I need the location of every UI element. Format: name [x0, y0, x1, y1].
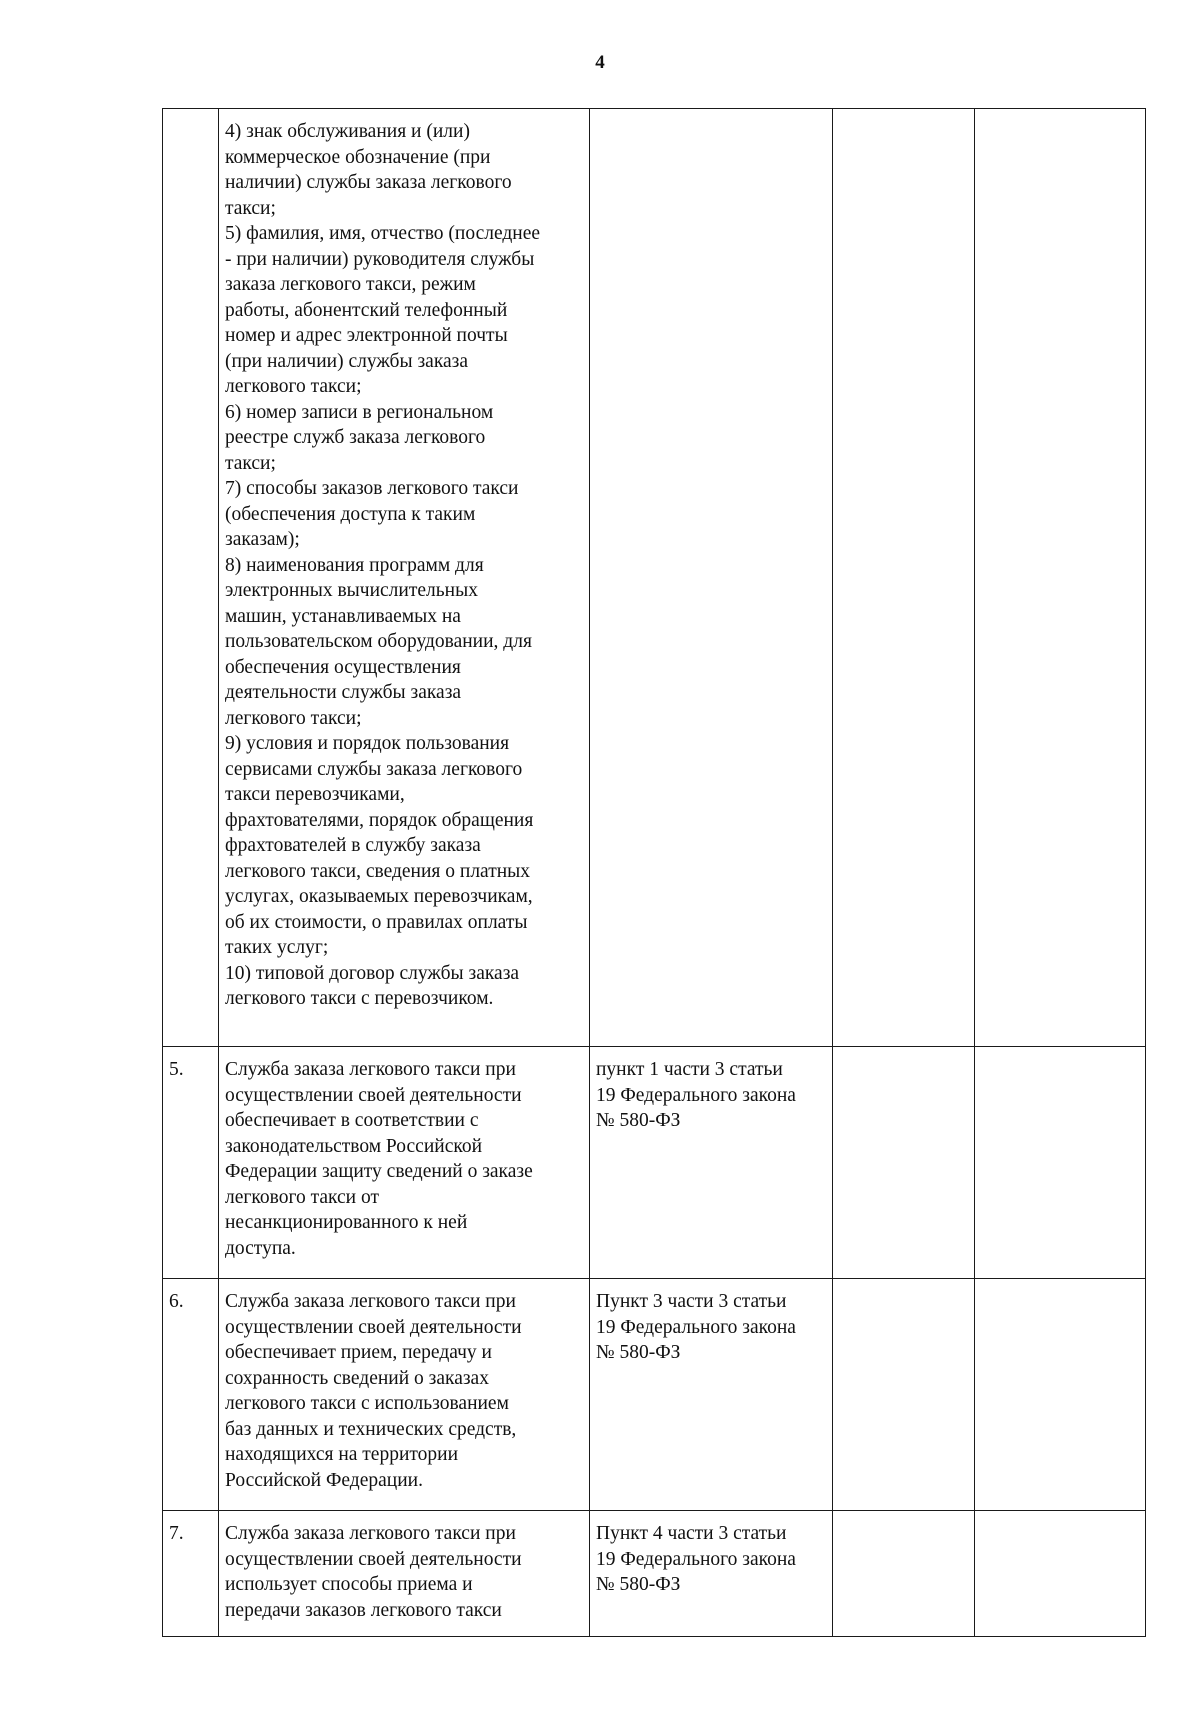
requirement-text-line: коммерческое обозначение (при	[225, 146, 491, 168]
requirement-text-line: 9) условия и порядок пользования	[225, 733, 510, 754]
requirement-text-line: обеспечивает в соответствии с	[225, 1110, 479, 1131]
requirement-text-line: реестре служб заказа легкового	[225, 427, 486, 448]
row-number: 5.	[163, 1047, 219, 1279]
requirement-text-line: такси перевозчиками,	[225, 784, 405, 805]
legal-reference-cell	[590, 1047, 833, 1279]
requirement-text-line: услугах, оказываемых перевозчикам,	[225, 886, 533, 907]
empty-answer-cell	[833, 109, 975, 1047]
legal-reference-cell	[590, 1511, 833, 1637]
requirement-text-line: (обеспечения доступа к таким	[225, 503, 476, 525]
requirement-text-line: находящихся на территории	[225, 1444, 459, 1465]
legal-reference-cell	[590, 1279, 833, 1511]
requirement-text-line: пользовательском оборудовании, для	[225, 631, 532, 652]
requirement-text-line: (при наличии) службы заказа	[225, 350, 469, 372]
requirement-text-line: номер и адрес электронной почты	[225, 325, 508, 346]
requirement-text-line: осуществлении своей деятельности	[225, 1316, 522, 1338]
requirement-text-line: осуществлении своей деятельности	[225, 1084, 522, 1106]
legal-reference-text-line: Пункт 4 части 3 статьи	[596, 1523, 787, 1544]
legal-reference-text-line: пункт 1 части 3 статьи	[596, 1059, 783, 1080]
requirement-text-line: таких услуг;	[225, 937, 329, 958]
requirement-text-line: 8) наименования программ для	[225, 554, 484, 576]
legal-reference-cell	[590, 109, 833, 1047]
checklist-table	[162, 108, 1146, 1637]
requirement-text-line: об их стоимости, о правилах оплаты	[225, 911, 528, 933]
requirement-text-line: использует способы приема и	[225, 1574, 473, 1595]
requirement-text-line: 6) номер записи в региональном	[225, 401, 494, 423]
empty-answer-cell	[833, 1511, 975, 1637]
requirement-text-line: несанкционированного к ней	[225, 1212, 468, 1233]
requirement-text-line: легкового такси;	[225, 707, 362, 729]
requirement-text-line: заказа легкового такси, режим	[225, 274, 476, 295]
requirement-text-line: легкового такси от	[225, 1186, 379, 1208]
requirement-text-line: баз данных и технических средств,	[225, 1418, 517, 1440]
empty-answer-cell	[833, 1279, 975, 1511]
requirement-cell	[219, 1047, 590, 1279]
requirement-text-line: легкового такси;	[225, 376, 362, 397]
requirement-text-line: фрахтователями, порядок обращения	[225, 809, 534, 831]
table-row	[163, 109, 1146, 1047]
requirement-text-line: 10) типовой договор службы заказа	[225, 962, 520, 984]
requirement-text-line: 4) знак обслуживания и (или)	[225, 121, 470, 142]
requirement-text-line: сервисами службы заказа легкового	[225, 758, 523, 780]
legal-reference-text-line: № 580-ФЗ	[596, 1574, 681, 1595]
row-number: 6.	[163, 1279, 219, 1511]
requirement-text-line: Служба заказа легкового такси при	[225, 1059, 516, 1080]
requirement-text-line: передачи заказов легкового такси	[225, 1599, 502, 1621]
requirement-text-line: доступа.	[225, 1237, 296, 1259]
requirement-text-line: обеспечивает прием, передачу и	[225, 1342, 492, 1363]
requirement-text-line: 7) способы заказов легкового такси	[225, 478, 519, 499]
requirement-text-line: Служба заказа легкового такси при	[225, 1291, 516, 1312]
requirement-text-line: легкового такси с использованием	[225, 1393, 509, 1414]
legal-reference-text-line: № 580-ФЗ	[596, 1342, 681, 1363]
row-number: 7.	[163, 1511, 219, 1637]
requirement-text-line: Российской Федерации.	[225, 1469, 423, 1491]
requirement-cell	[219, 1279, 590, 1511]
requirement-text-line: заказам);	[225, 529, 300, 550]
requirement-text-line: 5) фамилия, имя, отчество (последнее	[225, 223, 541, 244]
table-row	[163, 1511, 1146, 1637]
requirement-text-line: деятельности службы заказа	[225, 682, 462, 703]
requirement-text-line: такси;	[225, 197, 276, 219]
empty-note-cell	[975, 1047, 1146, 1279]
requirement-text-line: - при наличии) руководителя службы	[225, 248, 535, 270]
requirement-text-line: наличии) службы заказа легкового	[225, 172, 512, 193]
legal-reference-text-line: 19 Федерального закона	[596, 1084, 796, 1106]
empty-note-cell	[975, 109, 1146, 1047]
requirement-cell	[219, 109, 590, 1047]
requirement-text-line: работы, абонентский телефонный	[225, 299, 508, 321]
row-number	[163, 109, 219, 1047]
requirement-text-line: осуществлении своей деятельности	[225, 1548, 522, 1570]
requirement-text-line: обеспечения осуществления	[225, 656, 461, 678]
requirement-text-line: Служба заказа легкового такси при	[225, 1523, 516, 1544]
empty-note-cell	[975, 1511, 1146, 1637]
requirement-text-line: легкового такси с перевозчиком.	[225, 988, 494, 1009]
requirement-cell	[219, 1511, 590, 1637]
requirement-text-line: машин, устанавливаемых на	[225, 605, 461, 627]
legal-reference-text-line: № 580-ФЗ	[596, 1110, 681, 1131]
requirement-text-line: такси;	[225, 452, 276, 474]
requirement-text-line: электронных вычислительных	[225, 580, 478, 601]
table-row	[163, 1047, 1146, 1279]
empty-note-cell	[975, 1279, 1146, 1511]
legal-reference-text-line: 19 Федерального закона	[596, 1548, 796, 1570]
page-number: 4	[595, 52, 605, 73]
requirement-text-line: сохранность сведений о заказах	[225, 1367, 489, 1389]
legal-reference-text-line: Пункт 3 части 3 статьи	[596, 1291, 787, 1312]
requirement-text-line: фрахтователей в службу заказа	[225, 835, 481, 856]
requirement-text-line: Федерации защиту сведений о заказе	[225, 1161, 533, 1182]
legal-reference-text-line: 19 Федерального закона	[596, 1316, 796, 1338]
requirement-text-line: легкового такси, сведения о платных	[225, 860, 531, 882]
requirement-text-line: законодательством Российской	[225, 1135, 483, 1157]
empty-answer-cell	[833, 1047, 975, 1279]
table-row	[163, 1279, 1146, 1511]
